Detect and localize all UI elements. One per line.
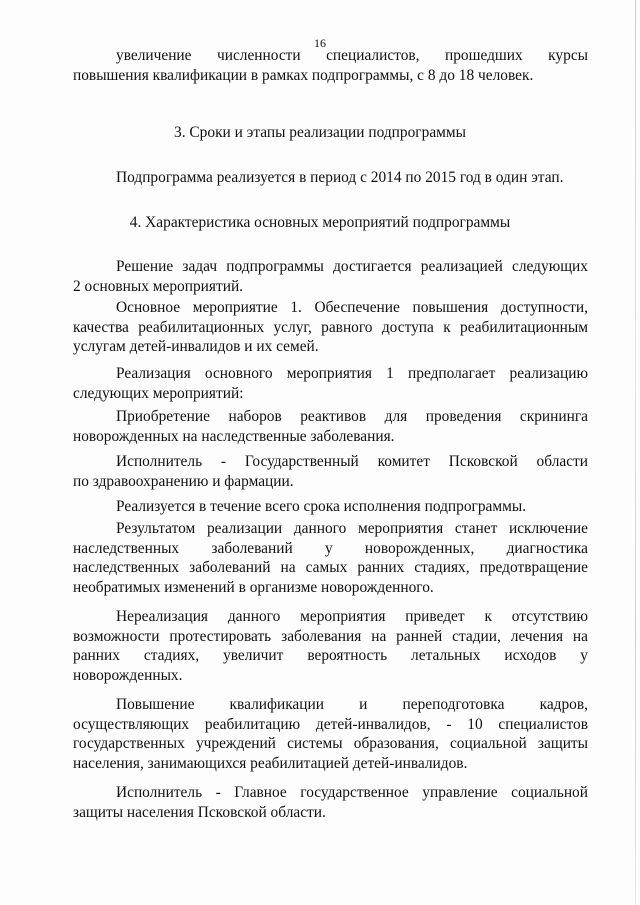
text-line: 2 основных мероприятий. bbox=[73, 277, 244, 295]
paragraph-10 bbox=[73, 783, 588, 822]
section3-paragraph bbox=[73, 168, 588, 188]
section-heading-4: 4. Характеристика основных мероприятий подпрограммы bbox=[129, 214, 511, 231]
text-line: государственных учреждений системы образования, социальной защиты bbox=[73, 735, 588, 752]
page-number: 16 bbox=[314, 36, 326, 50]
section-heading-3: 3. Сроки и этапы реализации подпрограммы bbox=[174, 124, 466, 141]
paragraph-9 bbox=[73, 695, 588, 773]
text-line: услугам детей-инвалидов и их семей. bbox=[73, 338, 319, 355]
paragraph-3 bbox=[73, 364, 588, 403]
paragraph-4 bbox=[73, 407, 588, 446]
text-line: необратимых изменений в организме новорожденного. bbox=[73, 578, 434, 596]
text-line: качества реабилитационных услуг, равного доступа к реабилитационным bbox=[73, 318, 588, 336]
text-line: новорожденных. bbox=[73, 666, 183, 684]
paragraph-2 bbox=[73, 298, 588, 357]
paragraph-7 bbox=[73, 519, 588, 597]
text-line: Основное мероприятие 1. Обеспечение повышения доступности, bbox=[116, 299, 588, 316]
text-line: возможности протестировать заболевания на ранней стадии, лечения на bbox=[73, 627, 588, 645]
text-line: наследственных заболеваний у новорожденных, диагностика bbox=[73, 539, 588, 557]
text-line: Исполнитель - Главное государственное управление социальной bbox=[116, 784, 588, 801]
text-line: осуществляющих реабилитацию детей-инвалидов, - 10 специалистов bbox=[73, 715, 588, 733]
text-line: защиты населения Псковской области. bbox=[73, 803, 326, 821]
text-line: ранних стадиях, увеличит вероятность летальных исходов у bbox=[73, 647, 588, 664]
paragraph-1 bbox=[73, 257, 588, 296]
text-line: Реализация основного мероприятия 1 предполагает реализацию bbox=[116, 365, 588, 382]
text-line: следующих мероприятий: bbox=[73, 384, 244, 402]
text-line: Решение задач подпрограммы достигается реализацией следующих bbox=[116, 258, 588, 275]
text-line: Результатом реализации данного мероприятия станет исключение bbox=[116, 520, 588, 537]
text-line: по здравоохранению и фармации. bbox=[73, 472, 294, 490]
text-line: наследственных заболеваний на самых ранних стадиях, предотвращение bbox=[73, 559, 588, 576]
text-line: Исполнитель - Государственный комитет Псковской области bbox=[116, 453, 588, 470]
text-line: населения, занимающихся реабилитацией детей-инвалидов. bbox=[73, 754, 468, 772]
paragraph-5 bbox=[73, 452, 588, 491]
text-line: увеличение численности специалистов, прошедших курсы bbox=[116, 47, 588, 64]
text-line: Повышение квалификации и переподготовка кадров, bbox=[116, 696, 588, 713]
intro-paragraph bbox=[73, 46, 588, 85]
text-line: Нереализация данного мероприятия приведет к отсутствию bbox=[116, 608, 588, 625]
text-line: повышения квалификации в рамках подпрограммы, с 8 до 18 человек. bbox=[73, 66, 534, 84]
paragraph-6 bbox=[73, 497, 588, 517]
text-line: Подпрограмма реализуется в период с 2014 по 2015 год в один этап. bbox=[116, 169, 564, 186]
text-line: Реализуется в течение всего срока исполнения подпрограммы. bbox=[116, 498, 527, 515]
text-line: Приобретение наборов реактивов для проведения скрининга bbox=[116, 408, 588, 425]
text-line: новорожденных на наследственные заболевания. bbox=[73, 427, 395, 445]
paragraph-8 bbox=[73, 607, 588, 685]
